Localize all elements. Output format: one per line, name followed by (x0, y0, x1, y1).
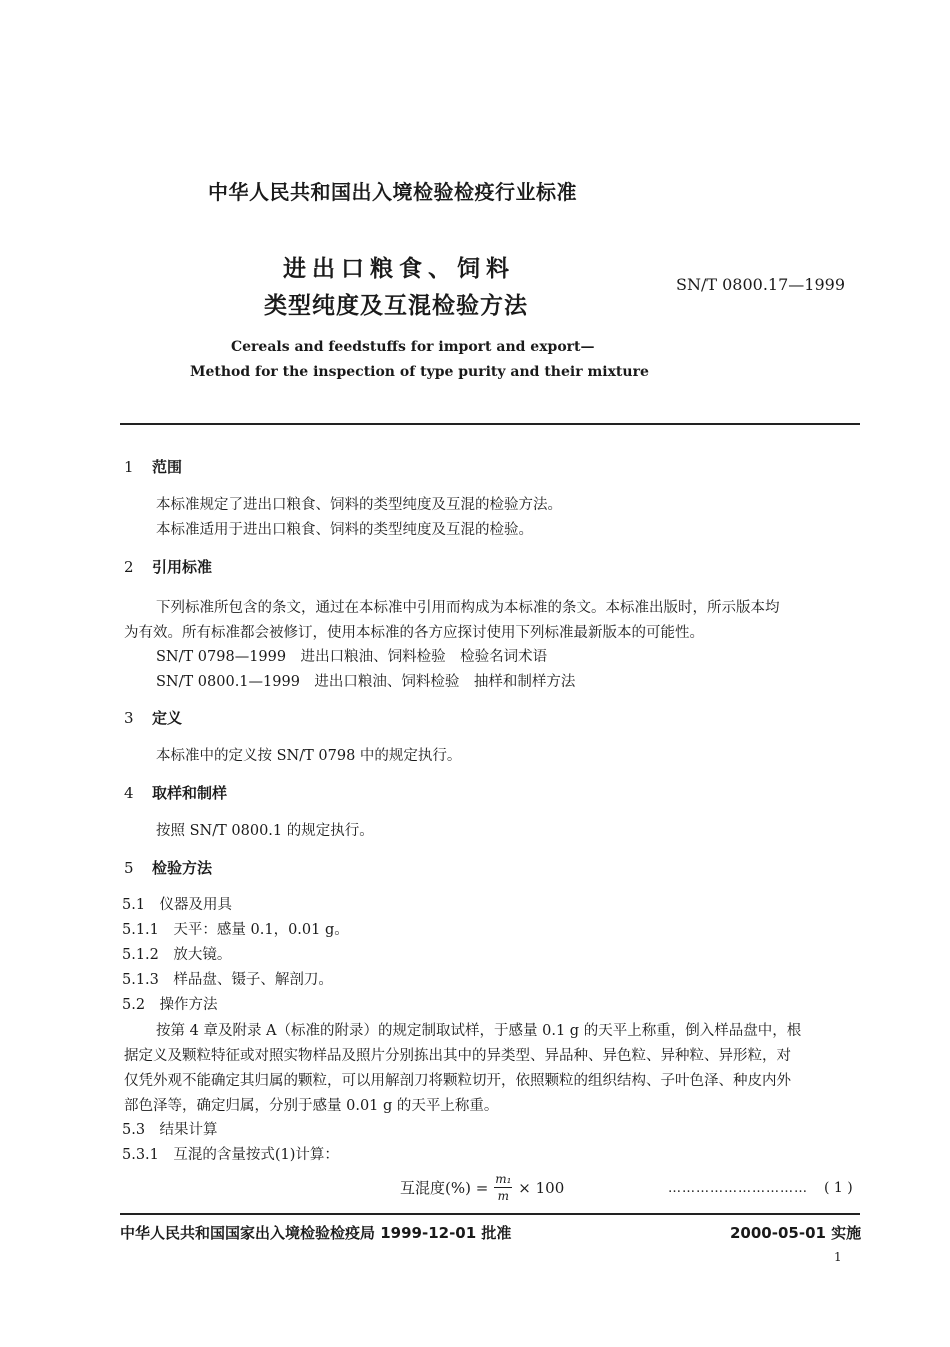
formula-fraction (494, 1172, 512, 1203)
implementation-date: 2000-05-01 实施 (730, 1224, 862, 1242)
section-2-heading (124, 556, 212, 577)
formula-1 (400, 1172, 564, 1203)
clause-5-2-line-4: 部色泽等，确定归属，分别于感量 0.01 g 的天平上称重。 (124, 1098, 499, 1114)
clause-5-3: 5.3 结果计算 (122, 1122, 218, 1138)
section-1-paragraph-1: 本标准规定了进出口粮食、饲料的类型纯度及互混的检验方法。 (156, 497, 562, 513)
fraction-bar (494, 1187, 512, 1188)
section-number: 4 (124, 784, 134, 802)
section-title: 检验方法 (152, 859, 213, 877)
section-number: 5 (124, 859, 134, 877)
section-3-heading (124, 707, 182, 728)
title-line-1: 进出口粮食、饲料 (283, 256, 515, 282)
bottom-divider (120, 1213, 860, 1215)
section-5-heading (124, 857, 212, 878)
section-2-paragraph-line-2: 为有效。所有标准都会被修订，使用本标准的各方应探讨使用下列标准最新版本的可能性。 (124, 625, 704, 641)
section-1-paragraph-2: 本标准适用于进出口粮食、饲料的类型纯度及互混的检验。 (156, 522, 533, 538)
formula-rhs: × 100 (518, 1178, 565, 1197)
section-number: 3 (124, 709, 134, 727)
formula-leader-dots: ………………………… (668, 1181, 808, 1196)
section-title: 取样和制样 (152, 784, 228, 802)
clause-5-1: 5.1 仪器及用具 (122, 897, 233, 913)
clause-5-3-1: 5.3.1 互混的含量按式(1)计算： (122, 1147, 339, 1163)
formula-lhs: 互混度(%) = (400, 1179, 489, 1197)
approval-line: 中华人民共和国国家出入境检验检疫局 1999-12-01 批准 (120, 1224, 512, 1242)
english-title-line-1: Cereals and feedstuffs for import and export— (231, 339, 595, 355)
clause-5-2-line-2: 据定义及颗粒特征或对照实物样品及照片分别拣出其中的异类型、异品种、异色粒、异种粒、异形粒，对 (124, 1048, 791, 1064)
standard-code: SN/T 0800.17—1999 (676, 275, 845, 294)
clause-5-2-line-1: 按第 4 章及附录 A（标准的附录）的规定制取试样，于感量 0.1 g 的天平上称重，倒入样品盘中，根 (156, 1023, 802, 1039)
equation-number: ( 1 ) (824, 1180, 853, 1196)
publisher-line: 中华人民共和国出入境检验检疫行业标准 (208, 180, 577, 204)
section-title: 定义 (152, 709, 183, 727)
reference-1: SN/T 0798—1999 进出口粮油、饲料检验 检验名词术语 (156, 649, 548, 665)
clause-5-1-1: 5.1.1 天平：感量 0.1，0.01 g。 (122, 922, 349, 938)
section-2-paragraph-line-1: 下列标准所包含的条文，通过在本标准中引用而构成为本标准的条文。本标准出版时，所示版本均 (156, 600, 780, 616)
reference-2: SN/T 0800.1—1999 进出口粮油、饲料检验 抽样和制样方法 (156, 674, 576, 690)
top-divider (120, 423, 860, 425)
section-3-paragraph: 本标准中的定义按 SN/T 0798 中的规定执行。 (156, 748, 462, 764)
clause-5-2: 5.2 操作方法 (122, 997, 218, 1013)
section-number: 2 (124, 558, 134, 576)
title-line-2: 类型纯度及互混检验方法 (264, 293, 528, 319)
clause-5-1-2: 5.1.2 放大镜。 (122, 947, 232, 963)
formula-numerator: m₁ (495, 1172, 512, 1186)
clause-5-2-line-3: 仅凭外观不能确定其归属的颗粒，可以用解剖刀将颗粒切开，依照颗粒的组织结构、子叶色泽、种皮内外 (124, 1073, 791, 1089)
section-1-heading (124, 456, 182, 477)
clause-5-1-3: 5.1.3 样品盘、镊子、解剖刀。 (122, 972, 333, 988)
section-title: 引用标准 (152, 558, 213, 576)
section-4-heading (124, 782, 227, 803)
english-title-line-2: Method for the inspection of type purity and their mixture (190, 364, 649, 380)
section-title: 范围 (152, 458, 183, 476)
section-4-paragraph: 按照 SN/T 0800.1 的规定执行。 (156, 823, 374, 839)
section-number: 1 (124, 458, 134, 476)
page-number: 1 (834, 1250, 842, 1264)
formula-denominator: m (497, 1189, 509, 1203)
